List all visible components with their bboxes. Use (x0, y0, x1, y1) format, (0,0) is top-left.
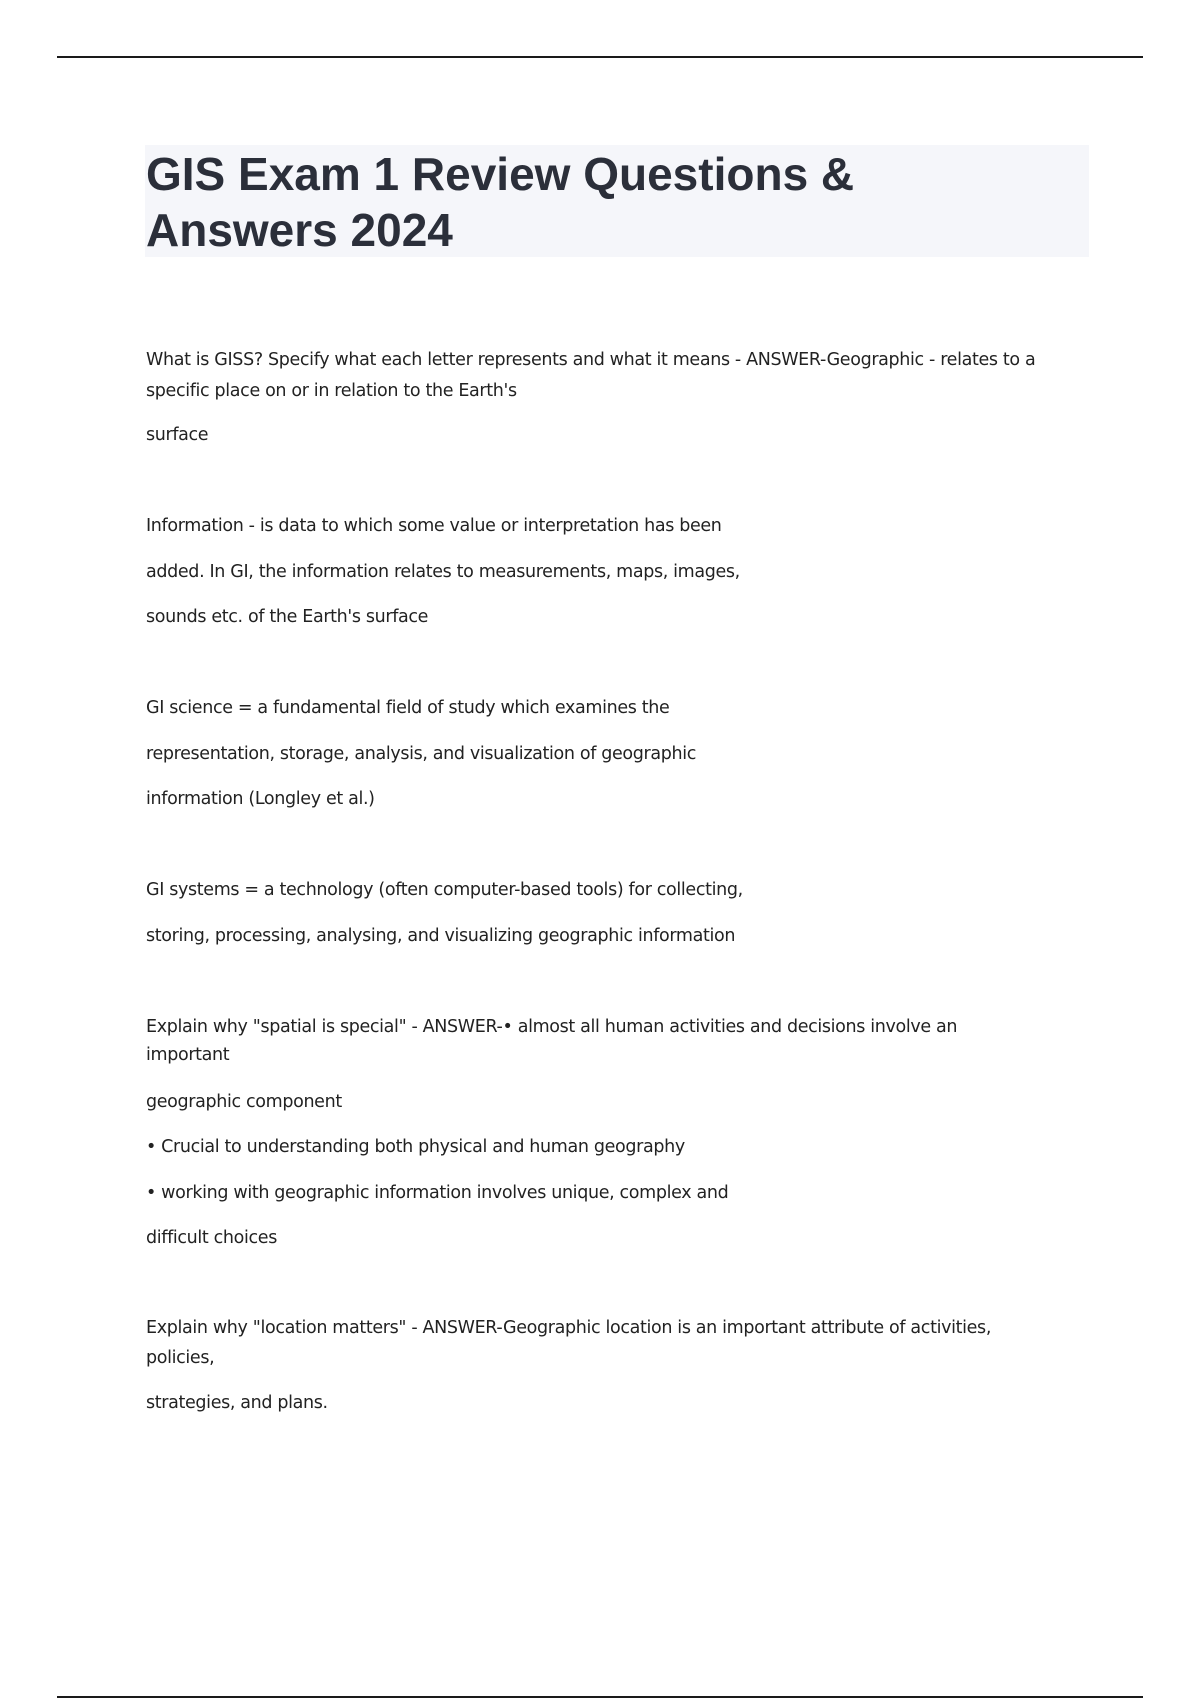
answer-line: GI science = a fundamental field of study which examines the (146, 698, 670, 718)
bullet-line: • working with geographic information involves unique, complex and (146, 1183, 729, 1203)
answer-line: important (146, 1045, 230, 1065)
answer-line: strategies, and plans. (146, 1393, 328, 1413)
answer-line: storing, processing, analysing, and visualizing geographic information (146, 926, 736, 946)
answer-line: surface (146, 425, 209, 445)
answer-line: sounds etc. of the Earth's surface (146, 607, 429, 627)
bullet-line: • Crucial to understanding both physical and human geography (146, 1137, 685, 1157)
answer-line: information (Longley et al.) (146, 789, 375, 809)
question-giss: What is GISS? Specify what each letter represents and what it means - ANSWER-Geographic - relates to a (146, 350, 1036, 370)
footer-rule (57, 1696, 1143, 1698)
question-spatial-special: Explain why "spatial is special" - ANSWER-• almost all human activities and decisions involve an (146, 1017, 958, 1037)
answer-line: Information - is data to which some value or interpretation has been (146, 516, 722, 536)
question-location-matters: Explain why "location matters" - ANSWER-Geographic location is an important attribute of activities, (146, 1318, 992, 1338)
answer-line: added. In GI, the information relates to measurements, maps, images, (146, 562, 740, 582)
answer-line: representation, storage, analysis, and visualization of geographic (146, 744, 697, 764)
title-line-2: Answers 2024 (146, 204, 453, 256)
header-rule (57, 56, 1143, 58)
answer-line: GI systems = a technology (often computer-based tools) for collecting, (146, 880, 743, 900)
answer-line: difficult choices (146, 1228, 277, 1248)
title-line-1: GIS Exam 1 Review Questions & (146, 148, 855, 200)
answer-line: geographic component (146, 1092, 342, 1112)
answer-line: policies, (146, 1348, 215, 1368)
document-title (146, 146, 1046, 258)
answer-line: specific place on or in relation to the Earth's (146, 381, 517, 401)
